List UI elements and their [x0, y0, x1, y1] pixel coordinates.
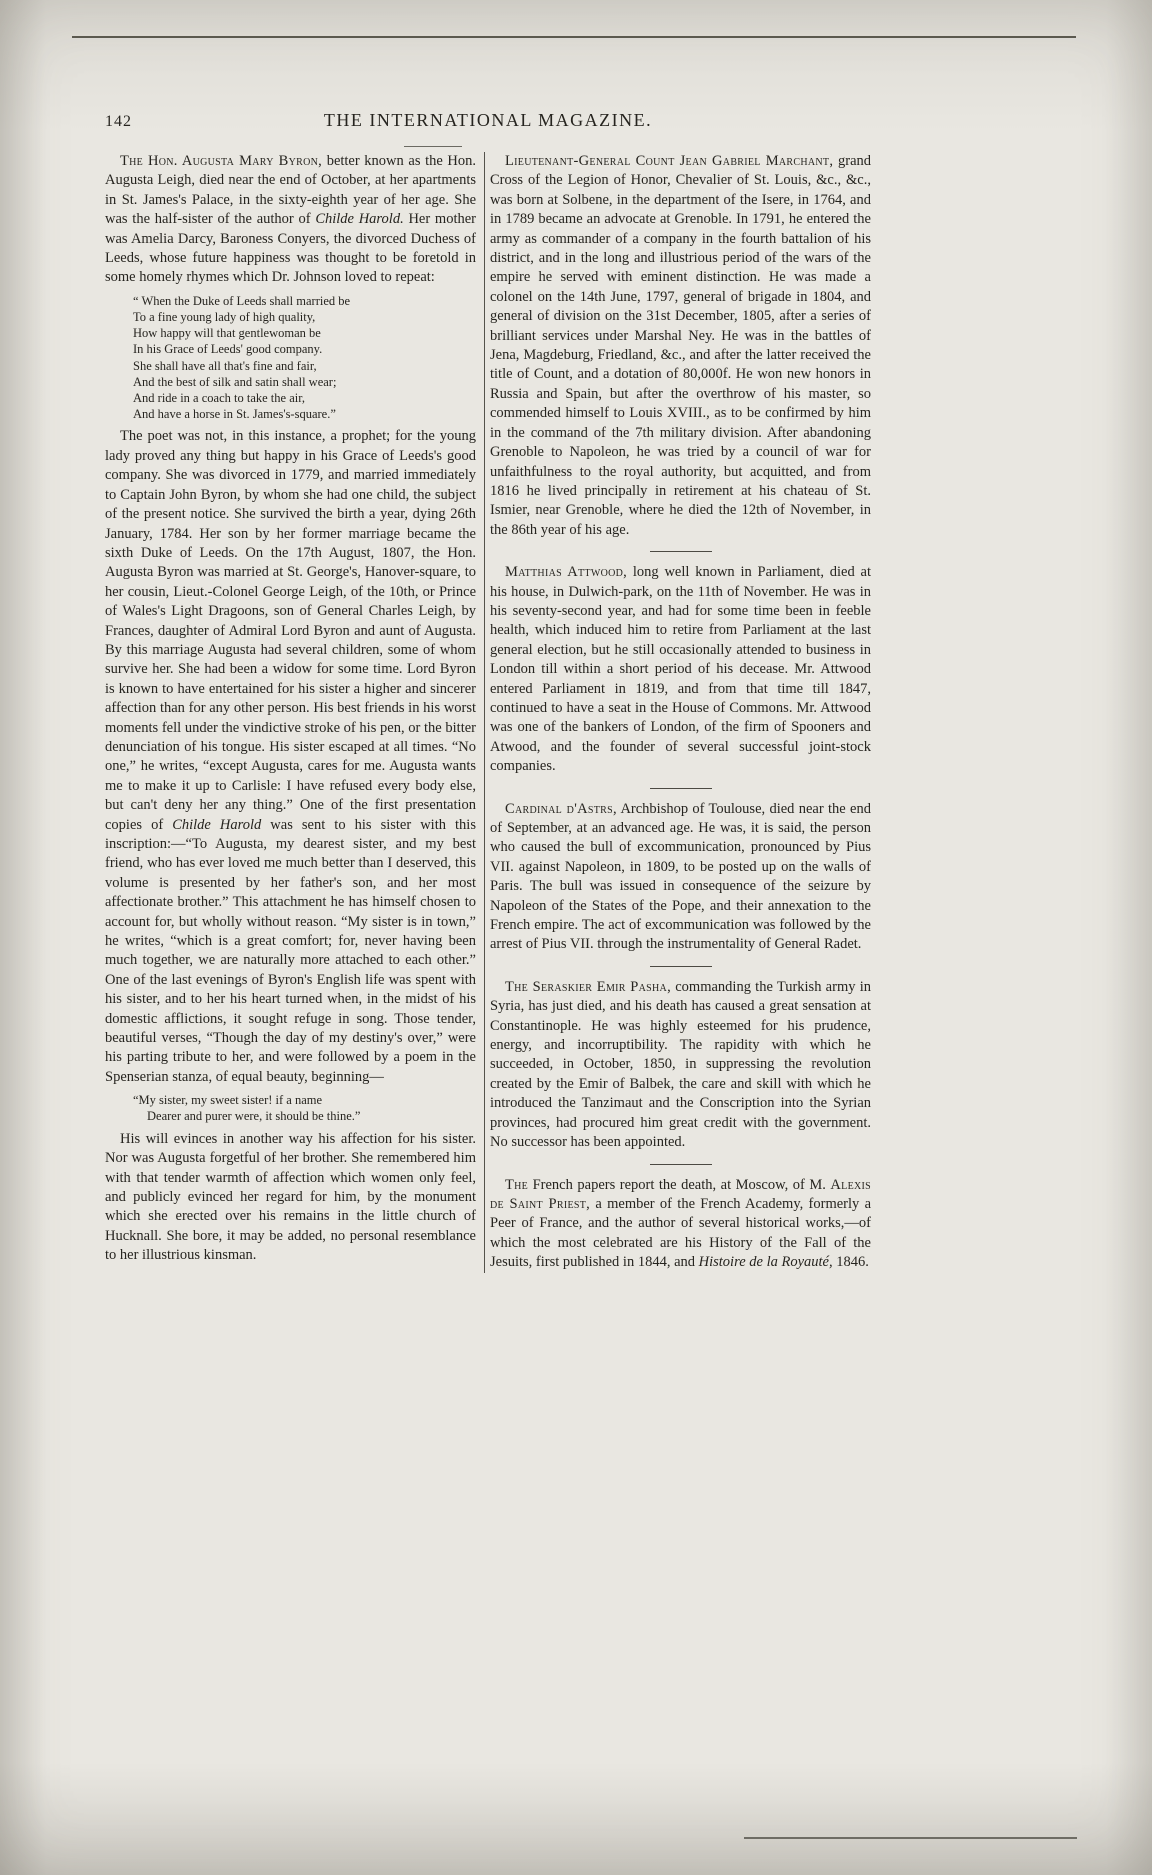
- name-smallcaps: Matthias Attwood,: [505, 564, 628, 581]
- verse-block: [133, 293, 476, 423]
- page-number: 142: [105, 113, 132, 130]
- article-separator-rule: [650, 788, 712, 789]
- body-text: commanding the Turkish army in Syria, has just died, and his death has caused a great sensation at Constantinople. He was highly esteemed for his prudence, energy, and incorruptibility. The rapidity with which he succeeded, in October, 1850, in suppressing the revolution created by the Emir of Balbek, the care and skill with which he introduced the Tanzimaut and the Conscription into the Syrian provinces, had procured him great credit with the government. No successor has been appointed.: [490, 978, 871, 1151]
- verse-line: “ When the Duke of Leeds shall married be: [133, 293, 351, 308]
- verse-line: And ride in a coach to take the air,: [133, 391, 305, 406]
- page-border-bottom: [744, 1837, 1077, 1839]
- verse-line: Dearer and purer were, it should be thine.”: [147, 1109, 361, 1124]
- body-text: better known as the Hon. Augusta Leigh, died near the end of October, at her apartments in St. James's Palace, in the sixty-eighth year of her age. She was the half-sister of the author of: [105, 153, 476, 228]
- body-text: was sent to his sister with this inscription:—“To Augusta, my dearest sister, and my best friend, who has ever loved me much better than I deserved, this volume is presented by her father's son, and her most affectionate brother.” This attachment he has himself chosen to account for, but wholly without reason. “My sister is in town,” he writes, “which is a great comfort; for, never having been much together, we are naturally more attached to each other.” One of the last evenings of Byron's English life was spent with his sister, and to her his heart turned when, in the midst of his domestic afflictions, it sought refuge in song. Those tender, beautiful verses, “Though the day of my destiny's over,” were his parting tribute to her, and were followed by a poem in the Spenserian stanza, of equal beauty, beginning—: [105, 816, 476, 1085]
- page-border-top: [72, 36, 1076, 38]
- article-paragraph: [490, 978, 871, 1153]
- verse-line: To a fine young lady of high quality,: [133, 310, 316, 325]
- verse-line: How happy will that gentlewoman be: [133, 326, 321, 341]
- article-paragraph: [490, 563, 871, 776]
- body-text: Her mother was Amelia Darcy, Baroness Conyers, the divorced Duchess of Leeds, whose future happiness was thought to be foretold in some homely rhymes which Dr. Johnson loved to repeat:: [105, 211, 476, 286]
- article-separator-rule: [650, 966, 712, 967]
- article-paragraph: [490, 1176, 871, 1273]
- body-text: The poet was not, in this instance, a prophet; for the young lady proved any thing but happy in his Grace of Leeds's good company. She was divorced in 1779, and married immediately to Captain John Byron, by whom she had one child, the subject of the present notice. She survived the birth a year, dying 26th January, 1784. Her son by her former marriage became the sixth Duke of Leeds. On the 17th August, 1807, the Hon. Augusta Byron was married at St. George's, Hanover-square, to her cousin, Lieut.-Colonel George Leigh, of the 10th, or Prince of Wales's Light Dragoons, son of General Charles Leigh, by Frances, daughter of Admiral Lord Byron and aunt of Augusta. By this marriage Augusta had several children, some of whom survive her. She had been a widow for some time. Lord Byron is known to have entertained for his sister a higher and sincerer affection than for any other person. His best friends in his worst moments fell under the vindictive stroke of his pen, or the bitter denunciation of his tongue. His sister escaped at all times. “No one,” he writes, “except Augusta, cares for me. Augusta wants me to make it up to Carlisle: I have refused every body else, but can't deny her any thing.” One of the first presentation copies of: [105, 428, 476, 833]
- article-paragraph: [490, 800, 871, 955]
- column-top-rule: [404, 146, 462, 147]
- article-paragraph: [490, 152, 871, 540]
- body-text: His will evinces in another way his affection for his sister. Nor was Augusta forgetful of her brother. She remembered him with that tender warmth of affection which women only feel, and publicly evinced her regard for him, by the monument which she erected over his remains in the little church of Hucknall. She bore, it may be added, no personal resemblance to her illustrious kinsman.: [105, 1130, 476, 1264]
- article-separator-rule: [650, 551, 712, 552]
- body-text: Archbishop of Toulouse, died near the end of September, at an advanced age. He was, it is said, the person who caused the bull of excommunication, pronounced by Pius VII. against Napoleon, in 1809, to be posted up on the walls of Paris. The bull was issued in consequence of the seizure by Napoleon of the States of the Pope, and their annexation to the French empire. The act of excommunication was followed by the arrest of Pius VII. through the instrumentality of General Radet.: [490, 800, 871, 953]
- verse-line: “My sister, my sweet sister! if a name: [133, 1093, 323, 1108]
- verse-line: And the best of silk and satin shall wear;: [133, 374, 337, 389]
- running-head: [105, 110, 871, 136]
- body-text: French papers report the death, at Moscow, of M.: [528, 1176, 831, 1193]
- verse-line: And have a horse in St. James's-square.”: [133, 407, 336, 422]
- name-smallcaps: The Seraskier Emir Pasha,: [505, 978, 671, 995]
- right-column: [490, 152, 871, 1273]
- body-text: a member of the French Academy, formerly a Peer of France, and the author of several historical works,—of which the most celebrated are his History of the Fall of the Jesuits, first published in 1844, and: [490, 1195, 872, 1271]
- verse-line: In his Grace of Leeds' good company.: [133, 342, 323, 357]
- verse-block: [133, 1092, 476, 1124]
- article-paragraph: [105, 1130, 476, 1266]
- magazine-title: THE INTERNATIONAL MAGAZINE.: [323, 110, 653, 130]
- work-title-italic: Childe Harold.: [315, 211, 404, 228]
- name-smallcaps: The Hon. Augusta Mary Byron,: [120, 153, 323, 169]
- verse-line: She shall have all that's fine and fair,: [133, 358, 317, 373]
- work-title-italic: Histoire de la Royauté,: [698, 1254, 833, 1271]
- column-divider-rule: [484, 152, 485, 1273]
- name-smallcaps: The: [505, 1176, 529, 1193]
- article-paragraph: [105, 152, 476, 288]
- name-smallcaps: Alexis de Saint Priest,: [490, 1176, 871, 1212]
- name-smallcaps: Lieutenant-General Count Jean Gabriel Marchant,: [505, 153, 834, 169]
- name-smallcaps: Cardinal d'Astrs,: [505, 800, 617, 817]
- work-title-italic: Childe Harold: [172, 816, 262, 833]
- page-body: [105, 152, 871, 1273]
- article-paragraph: [105, 427, 476, 1087]
- left-column: [105, 152, 476, 1273]
- body-text: 1846.: [832, 1254, 869, 1271]
- article-separator-rule: [650, 1164, 712, 1165]
- body-text: long well known in Parliament, died at his house, in Dulwich-park, on the 11th of November. He was in his seventy-second year, and had for some time been in feeble health, which induced him to retire from Parliament at the last general election, but he still occasionally attended to business in London till within a short period of his decease. Mr. Attwood entered Parliament in 1819, and from that time till 1847, continued to have a seat in the House of Commons. Mr. Attwood was one of the bankers of London, of the firm of Spooners and Atwood, and the founder of several successful joint-stock companies.: [490, 564, 871, 775]
- body-text: grand Cross of the Legion of Honor, Chevalier of St. Louis, &c., &c., was born at Solbene, in the department of the Isere, in 1764, and in 1789 became an advocate at Grenoble. In 1791, he entered the army as commander of a company in the fourth battalion of his district, and in the long and illustrious period of the wars of the empire he served with eminent distinction. He was made a colonel on the 14th June, 1797, general of brigade in 1804, and general of division on the 31st December, 1805, after a series of brilliant services under Marshal Ney. He was in the battles of Jena, Magdeburg, Friedland, &c., and after the latter received the title of Count, and a dotation of 80,000f. He won new honors in Russia and Spain, but after the overthrow of his master, so commended himself to Louis XVIII., as to be confirmed by him in the command of the 7th military division. After abandoning Grenoble to Napoleon, he was tried by a council of war for unfaithfulness to the royal authority, but acquitted, and from 1816 he lived principally in retirement at his chateau of St. Ismier, near Grenoble, where he died the 12th of November, in the 86th year of his age.: [490, 153, 872, 538]
